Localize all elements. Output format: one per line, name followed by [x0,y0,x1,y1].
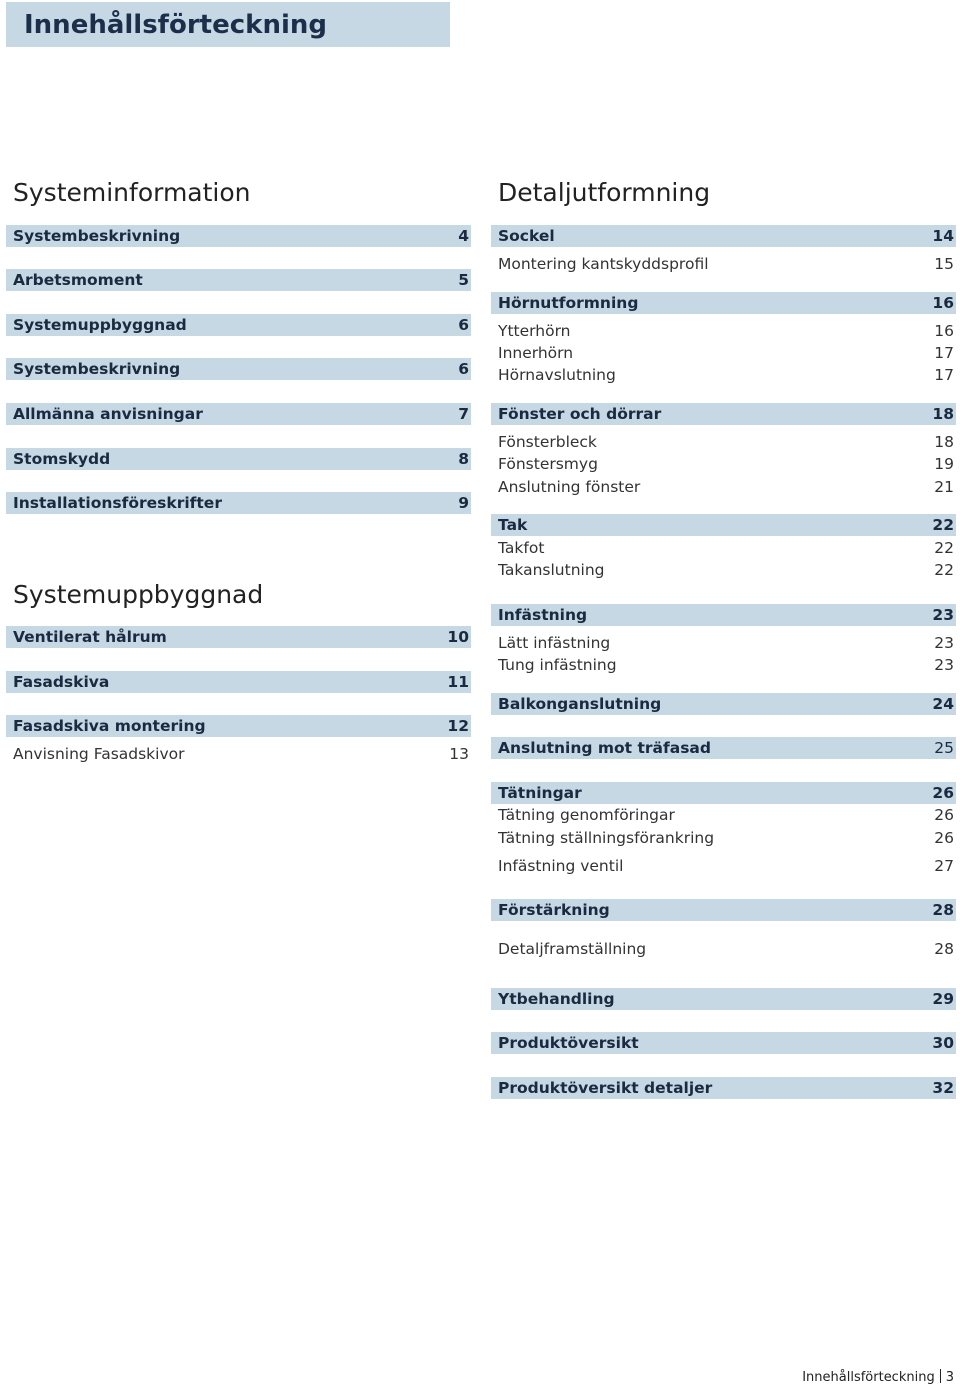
toc-entry-page-number: 12 [447,717,469,735]
toc-entry[interactable] [491,855,956,877]
toc-entry-page-number: 23 [932,606,954,624]
toc-entry-label: Arbetsmoment [13,271,143,289]
toc-entry-page-number: 6 [458,360,469,378]
toc-entry[interactable] [491,431,956,453]
section-heading: Systeminformation [13,178,251,207]
toc-entry[interactable] [491,1032,956,1054]
toc-entry[interactable] [6,269,471,291]
footer-separator [940,1369,941,1383]
toc-entry[interactable] [6,626,471,648]
toc-entry-label: Fönsterbleck [498,433,597,451]
toc-entry-label: Tung infästning [498,656,617,674]
toc-entry-page-number: 6 [458,316,469,334]
toc-entry[interactable] [491,938,956,960]
toc-entry-label: Fasadskiva montering [13,717,206,735]
toc-entry-page-number: 9 [458,494,469,512]
toc-entry-label: Detaljframställning [498,940,647,958]
toc-entry[interactable] [491,654,956,676]
toc-entry-page-number: 26 [934,829,954,847]
toc-entry[interactable] [6,403,471,425]
toc-entry-page-number: 5 [458,271,469,289]
toc-entry-page-number: 29 [932,990,954,1008]
toc-entry-label: Fönster och dörrar [498,405,662,423]
toc-entry-page-number: 32 [932,1079,954,1097]
toc-entry-page-number: 17 [934,344,954,362]
toc-entry-label: Produktöversikt [498,1034,639,1052]
toc-entry-page-number: 16 [934,322,954,340]
toc-entry-page-number: 28 [934,940,954,958]
toc-entry-page-number: 18 [932,405,954,423]
toc-entry-page-number: 27 [934,857,954,875]
toc-entry-label: Allmänna anvisningar [13,405,203,423]
toc-entry-page-number: 17 [934,366,954,384]
toc-entry-page-number: 26 [932,784,954,802]
page-footer [802,1369,954,1385]
toc-entry-page-number: 4 [458,227,469,245]
toc-entry[interactable] [491,514,956,536]
toc-entry-page-number: 8 [458,450,469,468]
toc-entry-page-number: 16 [932,294,954,312]
toc-entry-label: Tak [498,516,528,534]
toc-entry[interactable] [491,559,956,581]
toc-entry[interactable] [491,988,956,1010]
toc-entry-page-number: 25 [934,739,954,757]
toc-entry-label: Installationsföreskrifter [13,494,222,512]
toc-entry-label: Systembeskrivning [13,360,181,378]
toc-entry[interactable] [491,403,956,425]
toc-entry-page-number: 23 [934,634,954,652]
toc-entry[interactable] [6,358,471,380]
toc-entry-page-number: 24 [932,695,954,713]
toc-entry-page-number: 11 [447,673,469,691]
toc-entry[interactable] [6,448,471,470]
toc-entry-page-number: 21 [934,478,954,496]
toc-entry-label: Ventilerat hålrum [13,628,167,646]
toc-entry[interactable] [491,604,956,626]
toc-entry-page-number: 22 [932,516,954,534]
toc-entry[interactable] [491,804,956,826]
toc-entry[interactable] [491,827,956,849]
toc-entry-label: Fasadskiva [13,673,110,691]
toc-entry-page-number: 14 [932,227,954,245]
toc-entry[interactable] [491,1077,956,1099]
section-heading: Detaljutformning [498,178,711,207]
toc-entry-label: Förstärkning [498,901,610,919]
toc-entry-label: Hörnavslutning [498,366,616,384]
footer-page-number: 3 [945,1370,954,1385]
toc-entry[interactable] [491,253,956,275]
toc-entry-page-number: 30 [932,1034,954,1052]
toc-entry-label: Systemuppbyggnad [13,316,187,334]
toc-entry-label: Anvisning Fasadskivor [13,745,185,763]
toc-entry-page-number: 22 [934,561,954,579]
toc-entry-page-number: 18 [934,433,954,451]
toc-entry-label: Tätning genomföringar [498,806,675,824]
toc-entry-page-number: 13 [449,745,469,763]
toc-entry-page-number: 7 [458,405,469,423]
toc-entry-page-number: 28 [932,901,954,919]
toc-entry-label: Stomskydd [13,450,111,468]
toc-entry[interactable] [491,453,956,475]
toc-entry[interactable] [6,743,471,765]
toc-entry-label: Fönstersmyg [498,455,598,473]
toc-entry-label: Tätningar [498,784,582,802]
toc-entry-label: Balkonganslutning [498,695,662,713]
toc-entry-label: Systembeskrivning [13,227,181,245]
toc-entry[interactable] [491,632,956,654]
toc-entry-page-number: 22 [934,539,954,557]
toc-entry-label: Montering kantskyddsprofil [498,255,709,273]
toc-entry-page-number: 10 [447,628,469,646]
toc-entry-page-number: 23 [934,656,954,674]
footer-label: Innehållsförteckning [802,1370,935,1385]
toc-entry-label: Anslutning fönster [498,478,641,496]
toc-entry[interactable] [491,782,956,804]
toc-entry-label: Infästning [498,606,588,624]
toc-entry-label: Takanslutning [498,561,605,579]
toc-entry-label: Produktöversikt detaljer [498,1079,713,1097]
toc-entry-label: Sockel [498,227,555,245]
toc-entry-page-number: 19 [934,455,954,473]
toc-entry[interactable] [491,225,956,247]
toc-entry-label: Ytterhörn [498,322,571,340]
toc-entry[interactable] [491,292,956,314]
toc-entry-label: Lätt infästning [498,634,611,652]
toc-entry[interactable] [491,737,956,759]
toc-entry[interactable] [491,899,956,921]
toc-entry-page-number: 26 [934,806,954,824]
toc-entry[interactable] [6,225,471,247]
toc-entry-label: Hörnutformning [498,294,639,312]
toc-entry[interactable] [491,320,956,342]
toc-entry[interactable] [6,314,471,336]
toc-entry-label: Innerhörn [498,344,574,362]
toc-entry-label: Ytbehandling [498,990,615,1008]
toc-entry-label: Tätning ställningsförankring [498,829,715,847]
toc-entry-label: Takfot [498,539,545,557]
page-title-bar [6,2,450,47]
toc-entry[interactable] [6,671,471,693]
toc-entry-page-number: 15 [934,255,954,273]
toc-entry-label: Anslutning mot träfasad [498,739,711,757]
toc-entry[interactable] [491,364,956,386]
toc-entry[interactable] [491,342,956,364]
toc-entry[interactable] [491,476,956,498]
page-title: Innehållsförteckning [24,10,327,40]
section-heading: Systemuppbyggnad [13,580,264,609]
toc-entry[interactable] [6,492,471,514]
toc-entry[interactable] [491,537,956,559]
toc-entry-label: Infästning ventil [498,857,624,875]
toc-entry[interactable] [491,693,956,715]
toc-entry[interactable] [6,715,471,737]
